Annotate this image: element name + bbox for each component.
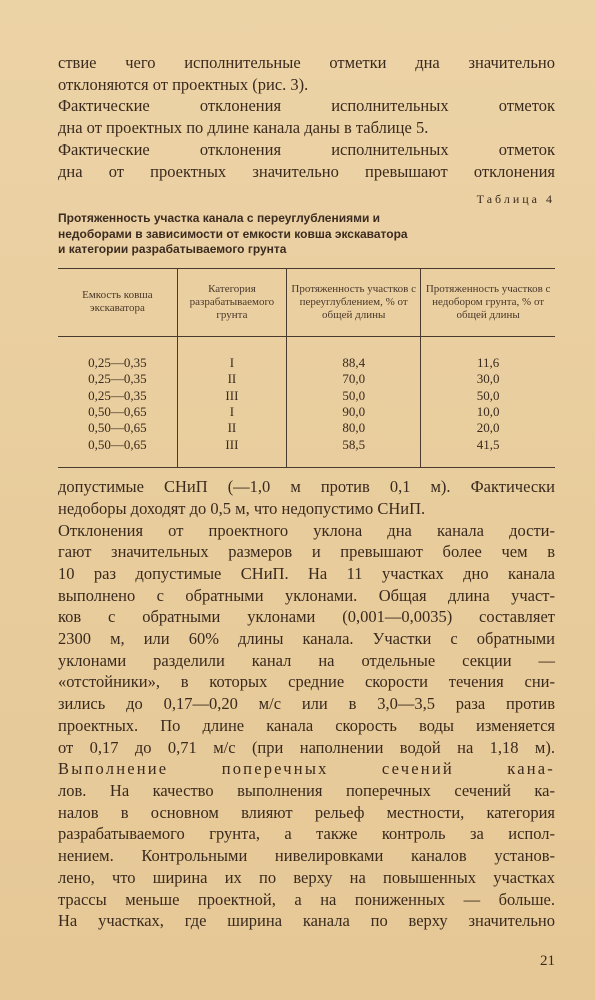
table-row: [58, 336, 555, 371]
table-row: [58, 437, 555, 468]
text-line: лено, что ширина их по верху на повышенных участках: [58, 867, 555, 887]
table-header-row: [58, 268, 555, 336]
text-line: ствие чего исполнительные отметки дна значительно: [58, 53, 555, 72]
cell-bucket: 0,25—0,35: [88, 387, 147, 403]
cell-bucket: 0,50—0,65: [58, 437, 177, 468]
cell-overdeepening: 88,4: [287, 336, 421, 371]
paragraph-cross-sections: [58, 758, 555, 932]
cell-overdeepening: 90,0: [287, 404, 421, 420]
text-line: дна от проектных по длине канала даны в таблице 5.: [58, 118, 429, 138]
cell-category: I: [177, 336, 286, 371]
page-number: 21: [540, 953, 555, 969]
table-label: Таблица 4: [476, 192, 555, 207]
cell-bucket: 0,50—0,65: [88, 420, 147, 436]
text-line: На участках, где ширина канала по верху значительно: [58, 911, 555, 931]
table-caption-line: недоборами в зависимости от емкости ковша экскаватора: [58, 226, 408, 241]
text-line: выполнено с обратными уклонами. Общая длина участ-: [58, 585, 555, 605]
cell-overdeepening: 58,5: [287, 437, 421, 468]
text-line: допустимые СНиП (—1,0 м против 0,1 м). Фактически: [58, 477, 555, 497]
cell-shortfall: 10,0: [421, 404, 555, 420]
cell-shortfall: 20,0: [421, 420, 555, 436]
cell-category: II: [177, 420, 286, 436]
table-caption-line: Протяженность участка канала с переуглублениями и: [58, 211, 381, 226]
text-line: 2300 м, или 60% длины канала. Участки с обратными: [58, 629, 555, 649]
cell-shortfall: 11,6: [421, 336, 555, 371]
cell-overdeepening: 70,0: [287, 371, 421, 387]
header-bucket-capacity: Емкость ковша экскаватора: [58, 268, 177, 336]
text-line: недоборы доходят до 0,5 м, что недопустимо СНиП.: [58, 498, 426, 518]
cell-bucket: 0,50—0,65: [88, 403, 147, 419]
text-line: налов в основном влияют рельеф местности, категория: [58, 802, 555, 822]
text-line: нением. Контрольными нивелировками каналов установ-: [58, 846, 555, 866]
text-line: ков с обратными уклонами (0,001—0,0035) составляет: [58, 607, 555, 627]
text-line: лов. На качество выполнения поперечных сечений ка-: [58, 781, 555, 800]
text-line: от 0,17 до 0,71 м/с (при наполнении водой на 1,18 м).: [58, 737, 555, 757]
text-line: Фактические отклонения исполнительных отметок: [58, 96, 555, 116]
text-line: «отстойники», в которых средние скорости течения сни-: [58, 672, 555, 692]
cell-shortfall: 50,0: [421, 388, 555, 404]
text-line: зились до 0,17—0,20 м/с или в 3,0—3,5 раза против: [58, 694, 555, 714]
text-line: разрабатываемого грунта, а также контроль за испол-: [58, 824, 555, 844]
paragraph-slope-deviations: [58, 520, 555, 759]
cell-category: III: [177, 437, 286, 468]
cell-category: III: [177, 388, 286, 404]
cell-shortfall: 30,0: [421, 371, 555, 387]
text-line: гают значительных размеров и превышают более чем в: [58, 542, 555, 562]
table-caption-line: и категории разрабатываемого грунта: [58, 242, 287, 257]
text-line: трассы меньше проектной, а на пониженных — больше.: [58, 889, 555, 909]
intro-paragraph: [58, 52, 555, 95]
cell-bucket: 0,25—0,35: [88, 371, 147, 387]
text-line: проектных. По длине канала скорость воды изменяется: [58, 715, 555, 735]
table-row: [58, 371, 555, 387]
section-heading-line: Выполнение поперечных сечений кана-: [58, 759, 555, 779]
table-caption: [58, 211, 555, 258]
text-line: отклоняются от проектных (рис. 3).: [58, 74, 309, 94]
table-row: [58, 388, 555, 404]
cell-shortfall: 41,5: [421, 437, 555, 468]
cell-category: I: [177, 404, 286, 420]
table-row: [58, 420, 555, 436]
text-line: 10 раз допустимые СНиП. На 11 участках дно канала: [58, 563, 555, 583]
cell-overdeepening: 50,0: [287, 388, 421, 404]
table-row: [58, 404, 555, 420]
text-line: Отклонения от проектного уклона дна канала дости-: [58, 520, 555, 540]
paragraph-table5-reference: [58, 95, 555, 138]
paragraph-deviations: [58, 139, 555, 182]
data-table: [58, 268, 555, 468]
header-soil-category: Категория разрабатываемого грунта: [177, 268, 286, 336]
cell-category: II: [177, 371, 286, 387]
text-line: дна от проектных значительно превышают отклонения: [58, 161, 555, 181]
header-shortfall: Протяженность участков с недобором грунта, % от общей длины: [421, 268, 555, 336]
text-line: уклонами разделили канал на отдельные секции —: [58, 650, 555, 670]
header-overdeepening: Протяженность участков с переуглублением, % от общей длины: [287, 268, 421, 336]
paragraph-snip-tolerance: [58, 476, 555, 519]
text-line: Фактические отклонения исполнительных отметок: [58, 139, 555, 159]
cell-overdeepening: 80,0: [287, 420, 421, 436]
cell-bucket: 0,25—0,35: [88, 354, 147, 370]
